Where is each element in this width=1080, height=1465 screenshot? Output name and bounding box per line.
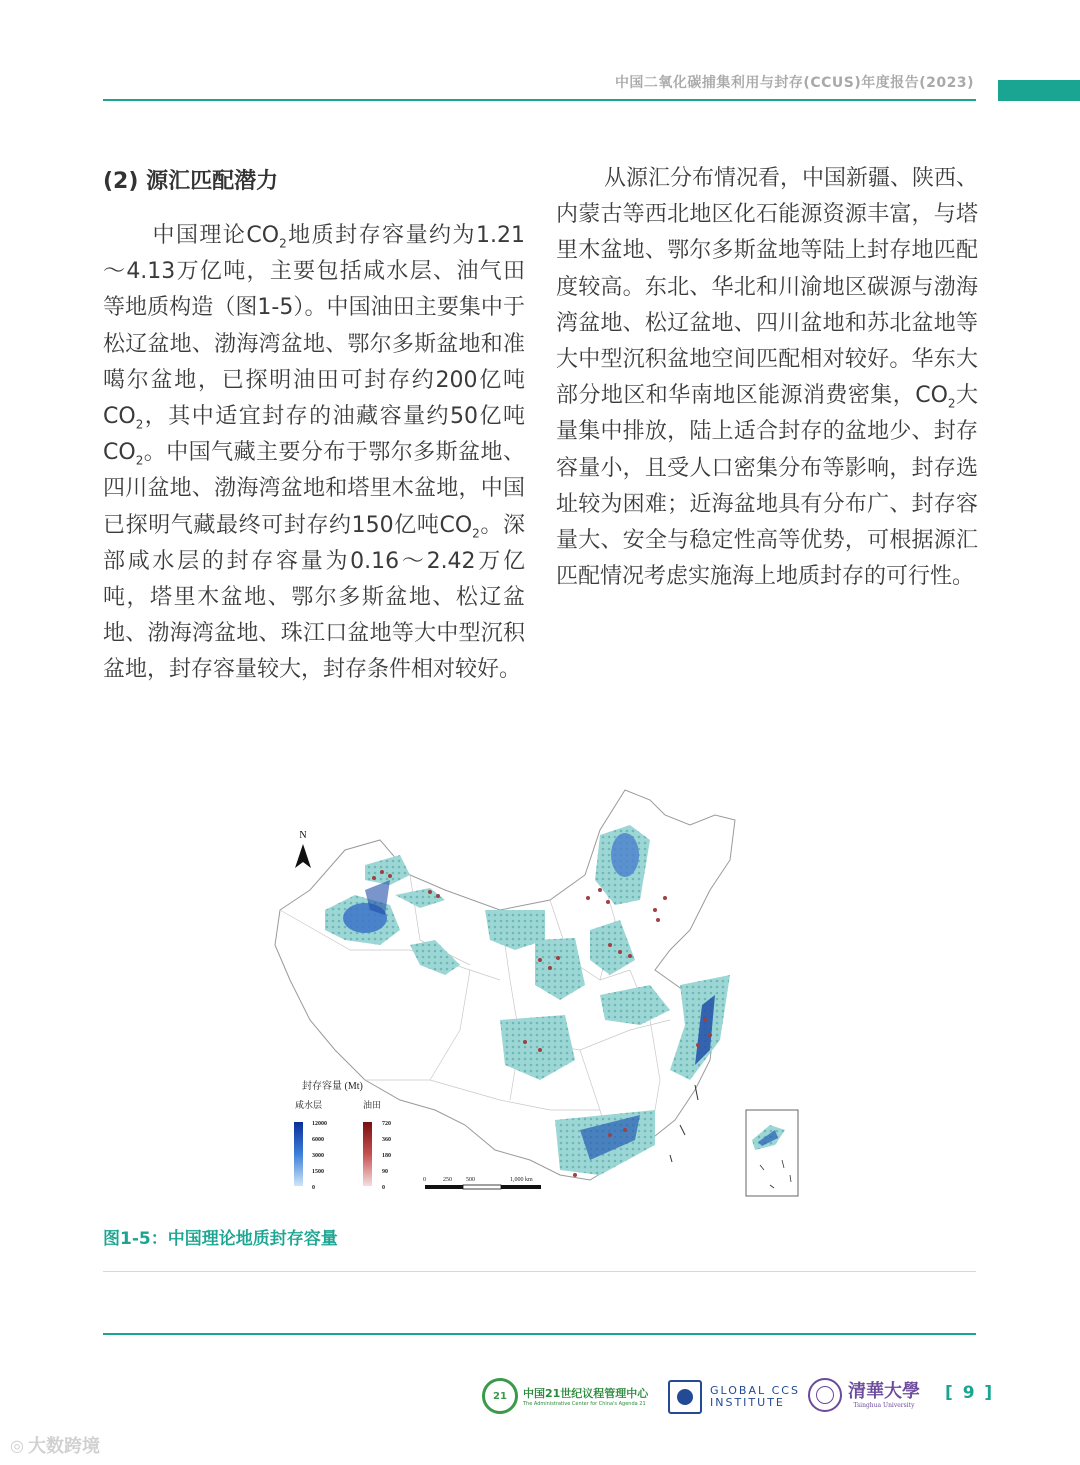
left-p1: 地质封存容量约为1.21～4.13万亿吨，主要包括咸水层、油气田等地质构造（图1-5）。中国油田主要集中于松辽盆地、渤海湾盆地、鄂尔多斯盆地和准噶尔盆地，已探明油田可封存约200亿吨CO (103, 223, 525, 430)
saline-color-ramp (294, 1122, 303, 1186)
scale-bar (423, 1177, 541, 1189)
oil-color-ramp (363, 1122, 372, 1186)
watermark (10, 1432, 100, 1458)
acca21-logo (482, 1378, 648, 1414)
scale-tick: 500 (466, 1177, 475, 1183)
saline-tick: 3000 (312, 1153, 324, 1159)
right-p2: 大量集中排放，陆上适合封存的盆地少、封存容量小，且受人口密集分布等影响，封存选址较为困难；近海盆地具有分布广、封存容量大、安全与稳定性高等优势，可根据源汇匹配情况考虑实施海上地质封存的可行性。 (556, 383, 978, 590)
scale-tick: 250 (443, 1177, 452, 1183)
left-intro: 中国理论CO (151, 223, 280, 248)
left-p2: ，其中适宜封存的油藏容量约50亿吨CO (103, 404, 525, 466)
oil-tick: 90 (382, 1169, 388, 1175)
footer-rule (103, 1333, 976, 1335)
acca21-badge-icon: 21 (482, 1378, 518, 1414)
legend-saline-label: 咸水层 (295, 1100, 323, 1110)
scale-tick: 1,000 km (510, 1177, 533, 1183)
right-p1: 从源汇分布情况看，中国新疆、陕西、内蒙古等西北地区化石能源资源丰富，与塔里木盆地、鄂尔多斯盆地等陆上封存地匹配度较高。东北、华北和川渝地区碳源与渤海湾盆地、松辽盆地、四川盆地和苏北盆地等大中型沉积盆地空间匹配相对较好。华东大部分地区和华南地区能源消费密集，CO (556, 166, 979, 409)
left-p3: 。中国气藏主要分布于鄂尔多斯盆地、四川盆地、渤海湾盆地和塔里木盆地，中国已探明气藏最终可封存约150亿吨CO (103, 440, 525, 538)
caption-divider (103, 1271, 976, 1272)
watermark-logo-icon: ◎ (10, 1435, 24, 1455)
saline-tick: 6000 (312, 1137, 324, 1143)
south-china-sea-inset (746, 1110, 798, 1196)
oil-tick: 720 (382, 1121, 391, 1127)
legend-oil-label: 油田 (363, 1100, 382, 1110)
tsinghua-logo (808, 1378, 920, 1412)
global-ccs-icon (668, 1380, 702, 1414)
watermark-text: 大数跨境 (27, 1436, 100, 1457)
left-p4: 。深部咸水层的封存容量为0.16～2.42万亿吨，塔里木盆地、鄂尔多斯盆地、松辽盆地、渤海湾盆地、珠江口盆地等大中型沉积盆地，封存容量较大，封存条件相对较好。 (103, 512, 525, 683)
saline-tick: 0 (312, 1185, 315, 1191)
right-column-text: 从源汇分布情况看，中国新疆、陕西、内蒙古等西北地区化石能源资源丰富，与塔里木盆地、鄂尔多斯盆地等陆上封存地匹配度较高。东北、华北和川渝地区碳源与渤海湾盆地、松辽盆地、四川盆地和苏北盆地等大中型沉积盆地空间匹配相对较好。华东大部分地区和华南地区能源消费密集，$CO_2$大量集中排放，陆上适合封存的盆地少、封存容量小，且受人口密集分布等影响，封存选址较为困难；近海盆地具有分布广、封存容量大、安全与稳定性高等优势，可根据源汇匹配情况考虑实施海上地质封存的可行性。 (556, 166, 979, 590)
acca21-name-en: The Administrative Center for China's Agenda 21 (523, 1401, 646, 1407)
global-ccs-line1: GLOBAL CCS (710, 1384, 800, 1397)
storage-capacity-map (270, 780, 810, 1200)
header-accent-tab (998, 80, 1080, 101)
north-label: N (299, 830, 307, 841)
figure-caption: 图1-5：中国理论地质封存容量 (103, 1229, 338, 1249)
left-column-text: 中国理论$CO_2$地质封存容量约为1.21～4.13万亿吨，主要包括咸水层、油气田等地质构造（图1-5）。中国油田主要集中于松辽盆地、渤海湾盆地、鄂尔多斯盆地和准噶尔盆地，已探明油田可封存约200亿吨$CO_2$，其中适宜封存的油藏容量约50亿吨$CO_2$。中国气藏主要分布于鄂尔多斯盆地、四川盆地、渤海湾盆地和塔里木盆地，中国已探明气藏最终可封存约150亿吨$CO_2$。深部咸水层的封存容量为0.16～2.42万亿吨，塔里木盆地、鄂尔多斯盆地、松辽盆地、渤海湾盆地、珠江口盆地等大中型沉积盆地，封存容量较大，封存条件相对较好。 (103, 223, 525, 683)
page-number: [ 9 ] (945, 1383, 995, 1403)
oil-tick: 180 (382, 1153, 391, 1159)
tsinghua-name-cn: 清華大學 (848, 1380, 920, 1402)
oil-tick: 0 (382, 1185, 385, 1191)
tsinghua-seal-icon (808, 1378, 842, 1412)
north-arrow-icon (295, 844, 311, 868)
saline-tick: 12000 (312, 1121, 327, 1127)
acca21-name-cn: 中国21世纪议程管理中心 (523, 1387, 649, 1400)
legend-title: 封存容量 (Mt) (302, 1081, 363, 1092)
saline-tick: 1500 (312, 1169, 324, 1175)
global-ccs-line2: INSTITUTE (710, 1396, 785, 1409)
scale-tick: 0 (423, 1177, 426, 1183)
oil-tick: 360 (382, 1137, 391, 1143)
header-rule (103, 99, 976, 101)
global-ccs-logo (668, 1380, 800, 1414)
section-heading: (2) 源汇匹配潜力 (103, 169, 279, 194)
header-title: 中国二氧化碳捕集利用与封存(CCUS)年度报告(2023) (614, 75, 974, 91)
china-outline (275, 790, 735, 1180)
tsinghua-name-en: Tsinghua University (853, 1401, 915, 1409)
